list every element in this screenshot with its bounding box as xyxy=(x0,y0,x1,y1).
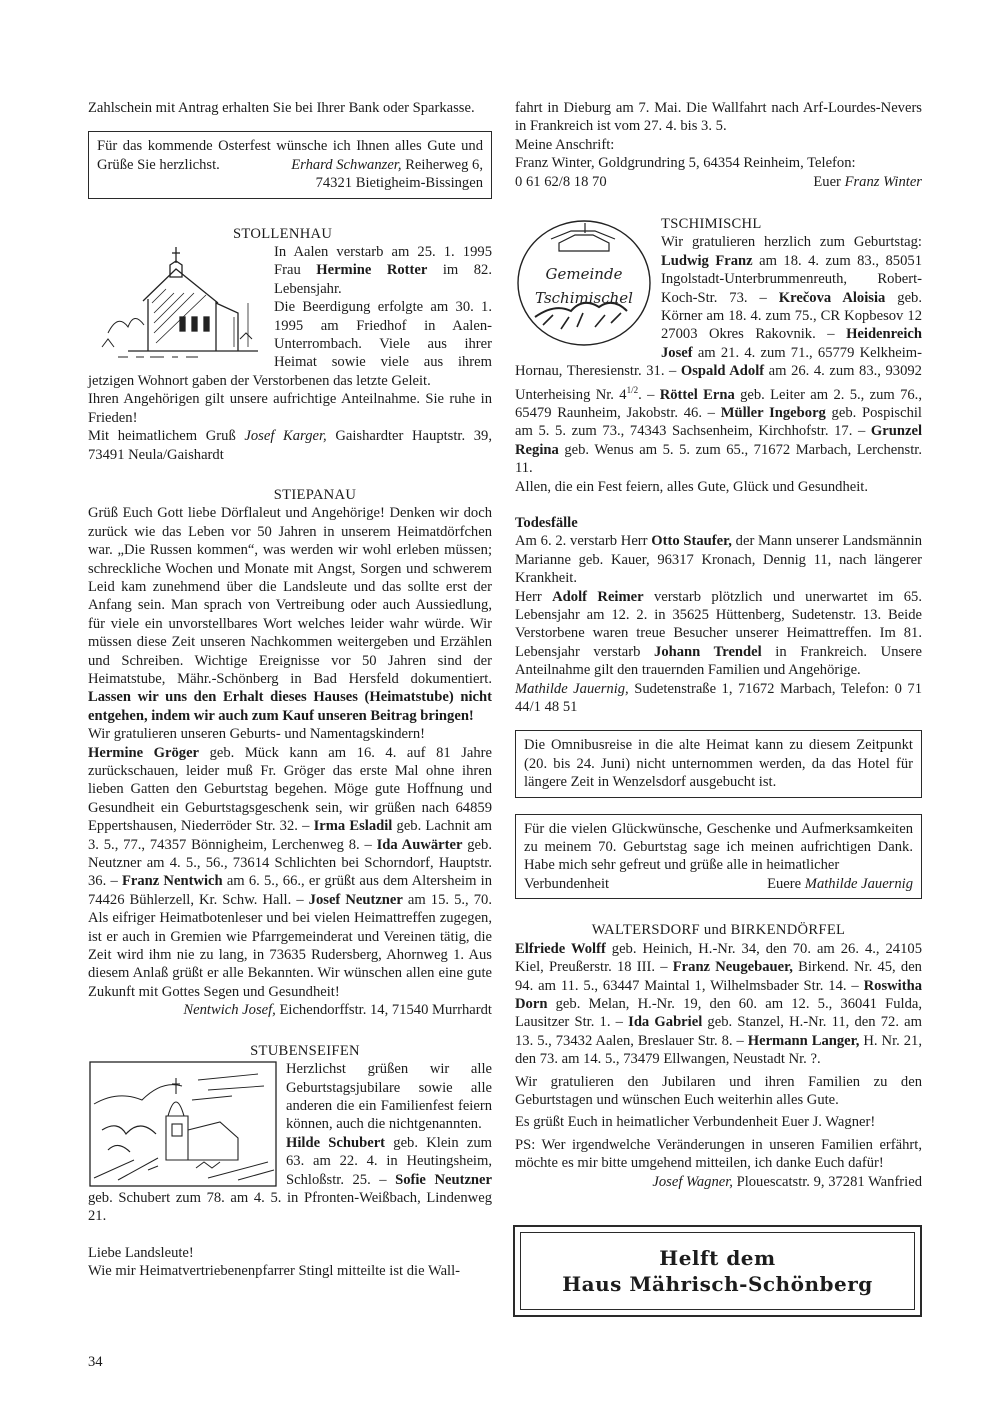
stubenseifen-heading: STUBENSEIFEN xyxy=(250,1042,360,1059)
easter-signature-name: Erhard Schwanzer, xyxy=(291,156,402,173)
intro-text: Zahlschein mit Antrag erhalten Sie bei Ihrer Bank oder Sparkasse. xyxy=(88,100,475,116)
banner-line-2: Haus Mährisch-Schönberg xyxy=(562,1272,873,1296)
stollenhau-signature-address: Gaishardter Hauptstr. 39, 73491 Neula/Gaishardt xyxy=(88,428,492,463)
tschimischl-name-ospald: Ospald Adolf xyxy=(680,363,765,380)
appeal-banner xyxy=(513,1225,922,1317)
banner-line-1: Helft dem xyxy=(659,1246,776,1270)
tschimischl-name-krecova: Krečova Aloisia xyxy=(778,289,886,306)
todesfaelle-name-trendel: Johann Trendel xyxy=(654,643,762,660)
waltersdorf-greeting: Es grüßt Euch in heimatlicher Verbundenheit Euer J. Wagner! xyxy=(515,1114,876,1131)
thanks-closing-word: Verbundenheit xyxy=(524,875,610,892)
stollenhau-greeting: Mit heimatlichem Gruß xyxy=(88,428,245,445)
winter-phone: 0 61 62/8 18 70 xyxy=(515,173,607,190)
stiepanau-entry-text: geb. Lachnit am 3. 5., 77., 74357 Bönnigheim, Lerchenweg 8. – xyxy=(88,818,492,853)
waltersdorf-ps: PS: Wer irgendwelche Veränderungen in unseren Familien erfährt, möchte es mir bitte umgehend mitteilen, ich danke Euch dafür! xyxy=(515,1136,922,1172)
stollenhau-name-rotter: Hermine Rotter xyxy=(316,262,428,279)
section-tschimischl xyxy=(515,215,922,496)
stiepanau-entry-text: geb. Mück kann am 16. 4. auf 81 Jahre zurückschauen, leider muß Fr. Gröger das erste Mal ohne ihren lieben Gatten den Geburtstag begehen. Möge gute Hoffnung und Gesundheit ein Geburtstagsgeschenk sein, wir grüßen nach 64859 Eppertshausen, Niederröder Str. 32. – xyxy=(88,744,492,835)
stollenhau-death-text-end: im 82. Lebensjahr. xyxy=(274,262,492,297)
tschimischl-heading: TSCHIMISCHL xyxy=(661,216,762,233)
stollenhau-condolence-text: Ihren Angehörigen gilt unsere aufrichtige Anteilnahme. Sie ruhe in Frieden! xyxy=(88,391,492,426)
tschimischl-entry-text: am 21. 4. zum 71., 65779 Kelkheim-Hornau, Theresienstr. 31. – xyxy=(515,344,922,380)
tschimischl-entry-text: am 26. 4. zum 83., 93092 Unterheising Nr. 4 xyxy=(515,363,922,403)
tschimischl-fraction: 1/2 xyxy=(626,384,639,395)
todesfaelle-text: verstarb plötzlich und unerwartet im 65. Lebensjahr am 12. 2. in 35625 Hüttenberg, Sudetenstr. 13. Beide Verstorbene waren treue Besucher unserer Heimattreffen. Im 81. Lebensjahr verstarb xyxy=(515,588,922,660)
stubenseifen-entry-text: geb. Schubert zum 78. am 4. 5. in Pfronten-Weißbach, Lindenweg 21. xyxy=(88,1189,492,1225)
section-stiepanau xyxy=(88,486,492,1020)
easter-signature-city: 74321 Bietigheim-Bissingen xyxy=(315,175,483,192)
tschimischl-entry-text: geb. Pospischil am 5. 5. zum 73., 74343 Sachsenheim, Kirchhofstr. 17. – xyxy=(515,404,922,440)
todesfaelle-name-reimer: Adolf Reimer xyxy=(552,588,644,605)
todesfaelle-heading: Todesfälle xyxy=(515,514,578,531)
waltersdorf-entry-text: geb. Heinich, H.-Nr. 34, den 70. am 26. 4., 24105 Kiel, Preußerstr. 18 III. – xyxy=(515,940,922,976)
stiepanau-signature-name: Nentwich Josef, xyxy=(183,1002,276,1019)
easter-greeting-box xyxy=(88,131,492,198)
tschimischl-name-roettel: Röttel Erna xyxy=(659,386,735,403)
stiepanau-entry-text: am 6. 5., 66., er grüßt aus dem Altersheim in 74426 Bühlerzell, Kr. Schw. Hall. – xyxy=(88,873,492,908)
bus-trip-notice-box xyxy=(515,730,922,797)
tschimischl-name-grunzel: Grunzel Regina xyxy=(515,423,922,458)
stiepanau-memory-text: Grüß Euch Gott liebe Dörflaleut und Angehörige! Denken wir doch zurück wie das Leben vor 50 Jahren in unserem Heimatdörfchen war. „Die Russen kommen“, was werden wir wohl erleben müssen; schreckliche Wochen und Monate mit Angst, Sorgen und schwerem Leid kam zunehmend über die Landsleute und das sollte erst der Anfang sein. Man sprach von Vertreibung oder auch Aussiedlung, für viele ein unvorstellbares Wort welches leider wahr würde. Wir müssen diese Zeit unseren Nachkommen weitergeben und Erzählen und Schreiben. Wichtige Ereignisse vor 50 Jahren sind der Heimatstube, Mähr.-Schönberg in Bad Hersfeld dokumentiert. xyxy=(88,505,492,687)
waltersdorf-entry-text: H. Nr. 21, den 73. am 14. 5., 73479 Ellwangen, Neustadt Nr. ?. xyxy=(515,1032,922,1068)
tschimischl-entry-text: geb. Leiter am 2. 5., zum 76., 65479 Raunheim, Jakobstr. 46. – xyxy=(515,386,922,421)
waltersdorf-name-wolff: Elfriede Wolff xyxy=(515,940,606,957)
waltersdorf-name-langer: Hermann Langer, xyxy=(747,1032,860,1049)
stiepanau-name-auwaerter: Ida Auwärter xyxy=(376,836,463,853)
waltersdorf-name-neugebauer: Franz Neugebauer, xyxy=(672,959,793,976)
tschimischl-congrats-intro: Wir gratulieren herzlich zum Geburtstag: xyxy=(661,234,922,251)
page-number: 34 xyxy=(88,1354,103,1370)
waltersdorf-entry-text: geb. Stanzel, H.-Nr. 11, den 72. am 13. 5., 73432 Aalen, Breslauer Str. 8. – xyxy=(515,1014,922,1049)
thanks-text: Für die vielen Glückwünsche, Geschenke und Aufmerksamkeiten zu meinem 70. Geburtstag sage ich meinen aufrichtigen Dank. Habe mich sehr gefreut und grüße alle in heimatlicher xyxy=(524,820,913,874)
todesfaelle-name-staufer: Otto Staufer, xyxy=(651,533,732,550)
section-stubenseifen xyxy=(88,1042,492,1226)
stubenseifen-greeting-text: Herzlichst grüßen wir alle Geburtstagsjubilare sowie alle anderen die ein Familienfest feiern können, auch die nichtgenannten. xyxy=(286,1061,492,1133)
stubenseifen-name-neutzner: Sofie Neutzner xyxy=(395,1171,492,1188)
stollenhau-death-text: In Aalen verstarb am 25. 1. 1995 Frau xyxy=(274,244,492,279)
waltersdorf-congrats: Wir gratulieren den Jubilaren und ihren Familien zu den Geburtstagen und wünschen Euch weiterhin alles Gute. xyxy=(515,1073,922,1108)
waltersdorf-name-dorn: Roswitha Dorn xyxy=(515,977,922,1012)
tschimischl-entry-text: geb. Körner am 18. 4. zum 75., CR Kopbesov 12 27003 Okres Rakovnik. – xyxy=(661,289,922,343)
stiepanau-entry-text: am 15. 5., 70. Als eifriger Heimatbotenleser und bei vielen Heimattreffen zugegen, ist er auch in Gremien wie Pfarrgemeinderat und Vereinen tätig, die Zeit wird ihm nie zu lang, in 73635 Rudersberg, Ahornweg 1. Aus diesem Anlaß grüßt er alle Bekannten. Wir wünschen allen eine gute Zukunft mit Gottes Segen und Gesundheit! xyxy=(88,891,492,1000)
waltersdorf-entry-text: geb. Melan, H.-Nr. 19, den 60. am 12. 5., 36041 Fulda, Lausitzer Str. 1. – xyxy=(515,995,922,1031)
todesfaelle-text: der Mann unserer Landsmännin Marianne geb. Kauer, 96317 Kronach, Dennig 11, nach längerer Krankheit. xyxy=(515,533,922,587)
todesfaelle-text: Am 6. 2. verstarb Herr xyxy=(515,533,652,550)
thanks-signature-prefix: Euere xyxy=(767,875,805,892)
stiepanau-heading: STIEPANAU xyxy=(273,486,357,503)
stollenhau-heading: STOLLENHAU xyxy=(233,225,333,242)
todesfaelle-signature-address: Sudetenstraße 1, 71672 Marbach, Telefon: 0 71 44/1 48 51 xyxy=(515,680,922,716)
todesfaelle-text: Herr xyxy=(515,588,553,605)
winter-signature-name: Franz Winter xyxy=(844,173,922,190)
pilgrimage-continued-text: fahrt in Dieburg am 7. Mai. Die Wallfahrt nach Arf-Lourdes-Nevers in Frankreich ist vom 27. 4. bis 3. 5. xyxy=(515,100,922,135)
stiepanau-appeal-text: Lassen wir uns den Erhalt dieses Hauses (Heimatstube) nicht entgehen, indem wir auch zum Kauf unseren Beitrag bringen! xyxy=(88,689,492,724)
logo-text-gemeinde: Gemeinde xyxy=(545,265,623,284)
waltersdorf-entry-text: Birkend. Nr. 45, den 94. am 11. 5., 63447 Maintal 1, Wilhelmsbader Str. 14. – xyxy=(515,959,922,994)
todesfaelle-signature-name: Mathilde Jauernig, xyxy=(515,680,629,697)
tschimischl-entry-text: geb. Wenus am 5. 5. zum 65., 71672 Marbach, Lerchenstr. 11. xyxy=(515,441,922,477)
gemeinde-tschimischel-logo xyxy=(515,217,653,347)
section-waltersdorf xyxy=(515,921,922,1191)
section-todesfaelle xyxy=(515,514,922,716)
winter-address: Franz Winter, Goldgrundring 5, 64354 Reinheim, Telefon: xyxy=(515,155,856,172)
stiepanau-name-esladil: Irma Esladil xyxy=(313,818,393,835)
closing-pilgrimage-text: Wie mir Heimatvertriebenenpfarrer Stingl mitteilte ist die Wall- xyxy=(88,1263,461,1280)
bus-trip-notice-text: Die Omnibusreise in die alte Heimat kann zu diesem Zeitpunkt (20. bis 24. Juni) nicht unternommen werden, da das Hotel für längere Zeit in Wenzelsdorf ausgebucht ist. xyxy=(524,737,913,791)
stollenhau-funeral-text: Die Beerdigung erfolgte am 30. 1. 1995 am Friedhof in Aalen-Unterrombach. Viele aus ihrer Heimat sowie viele aus ihrem jetzigen Wohnort gaben der Verstorbenen das letzte Geleit. xyxy=(88,299,492,389)
stollenhau-signature-name: Josef Karger, xyxy=(244,428,327,445)
address-label: Meine Anschrift: xyxy=(515,136,615,153)
waltersdorf-signature-name: Josef Wagner, xyxy=(652,1173,733,1190)
stiepanau-congrats-intro: Wir gratulieren unseren Geburts- und Namentagskindern! xyxy=(88,726,425,743)
easter-greeting-text: Für das kommende Osterfest wünsche ich Ihnen alles Gute und Grüße Sie herzlichst. xyxy=(97,138,483,173)
stubenseifen-entry-text: geb. Klein zum 63. am 22. 4. in Heutingsheim, Schloßstr. 25. – xyxy=(286,1134,492,1188)
thanks-box xyxy=(515,814,922,900)
tschimischl-name-mueller: Müller Ingeborg xyxy=(720,404,826,421)
right-column xyxy=(515,99,922,1191)
thanks-signature-name: Mathilde Jauernig xyxy=(804,875,913,892)
left-column xyxy=(88,99,492,1281)
todesfaelle-text: in Frankreich. Unsere Anteilnahme gilt den trauernden Familien und Angehörige. xyxy=(515,643,922,679)
section-stollenhau xyxy=(88,225,492,464)
stiepanau-entry-text: geb. Neutzner am 4. 5., 56., 73614 Schlichten bei Schorndorf, Hauptstr. 36. – xyxy=(88,836,492,890)
tschimischl-entry-text: am 18. 4. zum 83., 85051 Ingolstadt-Unterbrummenreuth, Robert-Koch-Str. 73. – xyxy=(661,252,922,306)
waltersdorf-name-gabriel: Ida Gabriel xyxy=(628,1014,703,1031)
tschimischl-name-ludwig: Ludwig Franz xyxy=(661,252,753,269)
stubenseifen-name-schubert: Hilde Schubert xyxy=(286,1134,386,1151)
tschimischl-name-heidenreich: Heidenreich Josef xyxy=(661,326,922,361)
stiepanau-name-nentwich: Franz Nentwich xyxy=(121,873,223,890)
tschimischl-entry-text: . – xyxy=(638,386,660,403)
stiepanau-name-groeger: Hermine Gröger xyxy=(88,744,200,761)
waltersdorf-signature-address: Plouescatstr. 9, 37281 Wanfried xyxy=(732,1173,922,1190)
chapel-sketch-icon xyxy=(88,243,266,361)
logo-text-tschimischel: Tschimischel xyxy=(535,289,633,308)
winter-signature-prefix: Euer xyxy=(813,173,845,190)
stiepanau-signature-address: Eichendorffstr. 14, 71540 Murrhardt xyxy=(275,1002,492,1019)
tschimischl-wishes: Allen, die ein Fest feiern, alles Gute, Glück und Gesundheit. xyxy=(515,478,869,495)
easter-signature-street: Reiherweg 6, xyxy=(405,156,483,173)
village-church-sketch-icon xyxy=(88,1060,278,1188)
stiepanau-name-neutzner: Josef Neutzner xyxy=(308,891,403,908)
waltersdorf-heading: WALTERSDORF und BIRKENDÖRFEL xyxy=(591,922,846,939)
closing-salutation: Liebe Landsleute! xyxy=(88,1244,194,1261)
